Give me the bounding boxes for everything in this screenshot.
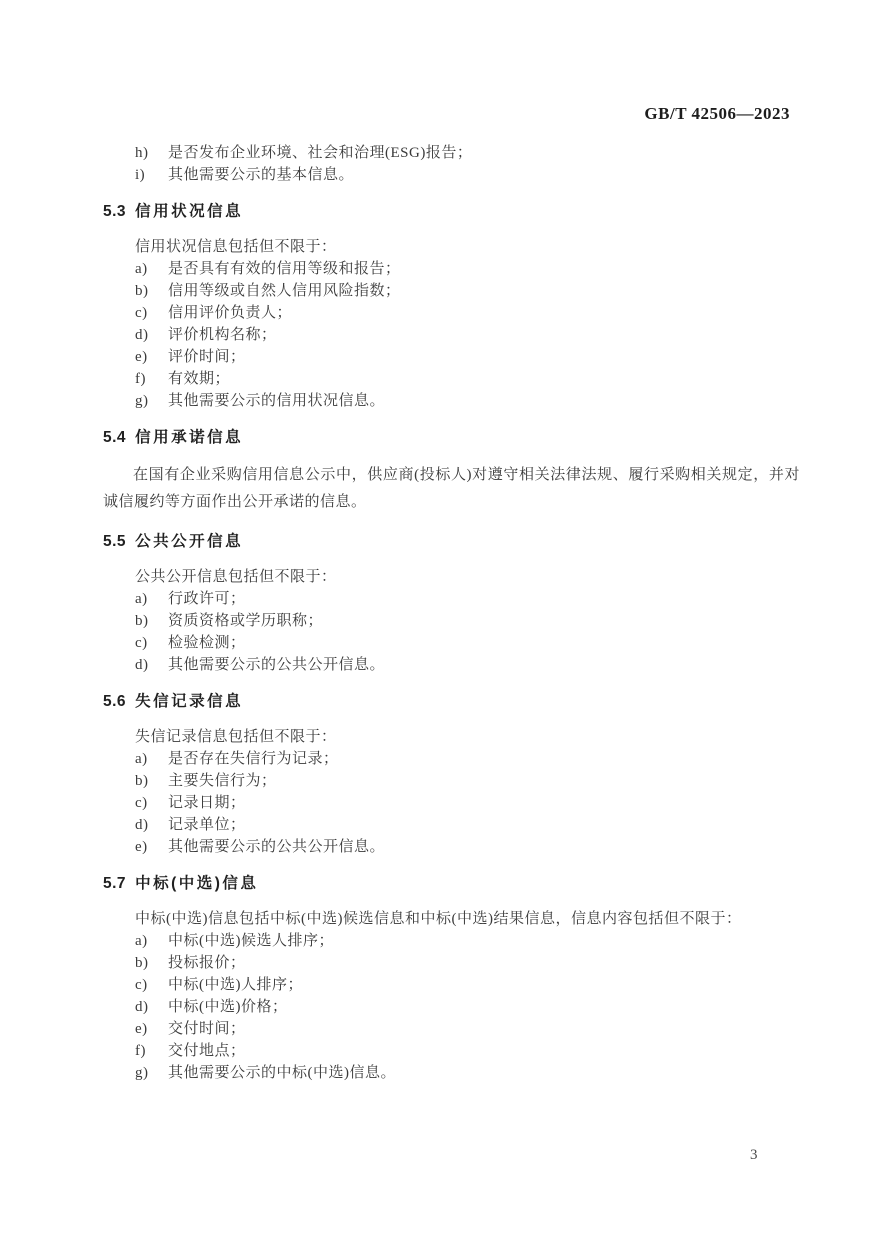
list-item bbox=[103, 258, 800, 280]
intro-line: 中标(中选)信息包括中标(中选)候选信息和中标(中选)结果信息，信息内容包括但不限于： bbox=[135, 911, 742, 927]
list-item-text: 其他需要公示的基本信息。 bbox=[168, 167, 355, 183]
list-item-text: 中标(中选)价格； bbox=[168, 999, 288, 1015]
list-item bbox=[103, 368, 800, 390]
body-paragraph: 在国有企业采购信用信息公示中，供应商(投标人)对遵守相关法律法规、履行采购相关规定，并对诚信履约等方面作出公开承诺的信息。 bbox=[103, 467, 800, 510]
list-item-label: f) bbox=[135, 1043, 146, 1059]
list-item bbox=[103, 654, 800, 676]
list-item bbox=[103, 930, 800, 952]
list-item-text: 中标(中选)候选人排序； bbox=[168, 933, 334, 949]
list-item bbox=[103, 164, 800, 186]
list-item-label: e) bbox=[135, 349, 148, 365]
section-heading bbox=[103, 201, 800, 222]
section-title: 失信记录信息 bbox=[135, 693, 244, 710]
list-item-text: 检验检测； bbox=[168, 635, 246, 651]
list-item bbox=[103, 610, 800, 632]
list-item-label: c) bbox=[135, 635, 148, 651]
intro-line: 公共公开信息包括但不限于： bbox=[135, 569, 337, 585]
list-item bbox=[103, 1040, 800, 1062]
list-item-label: f) bbox=[135, 371, 146, 387]
list-item-text: 信用等级或自然人信用风险指数； bbox=[168, 283, 401, 299]
list-item bbox=[103, 588, 800, 610]
list-item bbox=[103, 770, 800, 792]
list-item-text: 评价机构名称； bbox=[168, 327, 277, 343]
list-item bbox=[103, 814, 800, 836]
section-heading bbox=[103, 873, 800, 894]
list-item bbox=[103, 974, 800, 996]
list-item bbox=[103, 836, 800, 858]
section-number: 5.3 bbox=[103, 203, 127, 220]
list-item bbox=[103, 748, 800, 770]
list-item bbox=[103, 142, 800, 164]
list-item bbox=[103, 1062, 800, 1084]
document-body bbox=[103, 142, 800, 1084]
list-item-label: d) bbox=[135, 657, 149, 673]
list-item-text: 是否存在失信行为记录； bbox=[168, 751, 339, 767]
list-item-text: 记录单位； bbox=[168, 817, 246, 833]
intro-line: 失信记录信息包括但不限于： bbox=[135, 729, 337, 745]
list-item-text: 主要失信行为； bbox=[168, 773, 277, 789]
list-item-text: 投标报价； bbox=[168, 955, 246, 971]
section-number: 5.6 bbox=[103, 693, 127, 710]
list-item-label: b) bbox=[135, 283, 149, 299]
intro-line: 信用状况信息包括但不限于： bbox=[135, 239, 337, 255]
section-heading bbox=[103, 531, 800, 552]
list-item-text: 是否具有有效的信用等级和报告； bbox=[168, 261, 401, 277]
list-item bbox=[103, 346, 800, 368]
section-number: 5.4 bbox=[103, 429, 127, 446]
list-item bbox=[103, 632, 800, 654]
list-item bbox=[103, 792, 800, 814]
list-item-label: b) bbox=[135, 773, 149, 789]
list-item-text: 评价时间； bbox=[168, 349, 246, 365]
list-item-text: 中标(中选)人排序； bbox=[168, 977, 303, 993]
list-item-label: d) bbox=[135, 999, 149, 1015]
list-item bbox=[103, 302, 800, 324]
list-item-label: b) bbox=[135, 613, 149, 629]
list-item-label: g) bbox=[135, 1065, 149, 1081]
list-item-label: g) bbox=[135, 393, 149, 409]
list-item-text: 记录日期； bbox=[168, 795, 246, 811]
list-item-label: h) bbox=[135, 145, 149, 161]
section-title: 中标(中选)信息 bbox=[135, 875, 259, 892]
list-item bbox=[103, 324, 800, 346]
list-item bbox=[103, 390, 800, 412]
section-title: 信用承诺信息 bbox=[135, 429, 244, 446]
list-item-label: c) bbox=[135, 977, 148, 993]
section-heading bbox=[103, 691, 800, 712]
list-item-text: 其他需要公示的公共公开信息。 bbox=[168, 839, 386, 855]
list-item bbox=[103, 280, 800, 302]
list-item bbox=[103, 996, 800, 1018]
list-item bbox=[103, 1018, 800, 1040]
list-item-text: 有效期； bbox=[168, 371, 231, 387]
section-heading bbox=[103, 427, 800, 448]
list-item-label: b) bbox=[135, 955, 149, 971]
section-number: 5.5 bbox=[103, 533, 127, 550]
list-item-label: a) bbox=[135, 751, 148, 767]
list-item-text: 信用评价负责人； bbox=[168, 305, 293, 321]
list-item-text: 是否发布企业环境、社会和治理(ESG)报告； bbox=[168, 145, 473, 161]
list-item-text: 行政许可； bbox=[168, 591, 246, 607]
list-item-text: 其他需要公示的公共公开信息。 bbox=[168, 657, 386, 673]
list-item-label: e) bbox=[135, 1021, 148, 1037]
section-title: 信用状况信息 bbox=[135, 203, 244, 220]
list-item-label: i) bbox=[135, 167, 146, 183]
list-item-label: a) bbox=[135, 261, 148, 277]
list-item-label: d) bbox=[135, 327, 149, 343]
list-item-label: c) bbox=[135, 305, 148, 321]
list-item-text: 交付地点； bbox=[168, 1043, 246, 1059]
list-item-label: a) bbox=[135, 933, 148, 949]
list-item-text: 其他需要公示的信用状况信息。 bbox=[168, 393, 386, 409]
list-item-text: 其他需要公示的中标(中选)信息。 bbox=[168, 1065, 396, 1081]
page-number: 3 bbox=[750, 1147, 758, 1163]
standard-number-header: GB/T 42506—2023 bbox=[644, 104, 790, 123]
section-number: 5.7 bbox=[103, 875, 127, 892]
list-item bbox=[103, 952, 800, 974]
list-item-text: 交付时间； bbox=[168, 1021, 246, 1037]
list-item-text: 资质资格或学历职称； bbox=[168, 613, 324, 629]
section-title: 公共公开信息 bbox=[135, 533, 244, 550]
list-item-label: e) bbox=[135, 839, 148, 855]
list-item-label: d) bbox=[135, 817, 149, 833]
list-item-label: c) bbox=[135, 795, 148, 811]
list-item-label: a) bbox=[135, 591, 148, 607]
